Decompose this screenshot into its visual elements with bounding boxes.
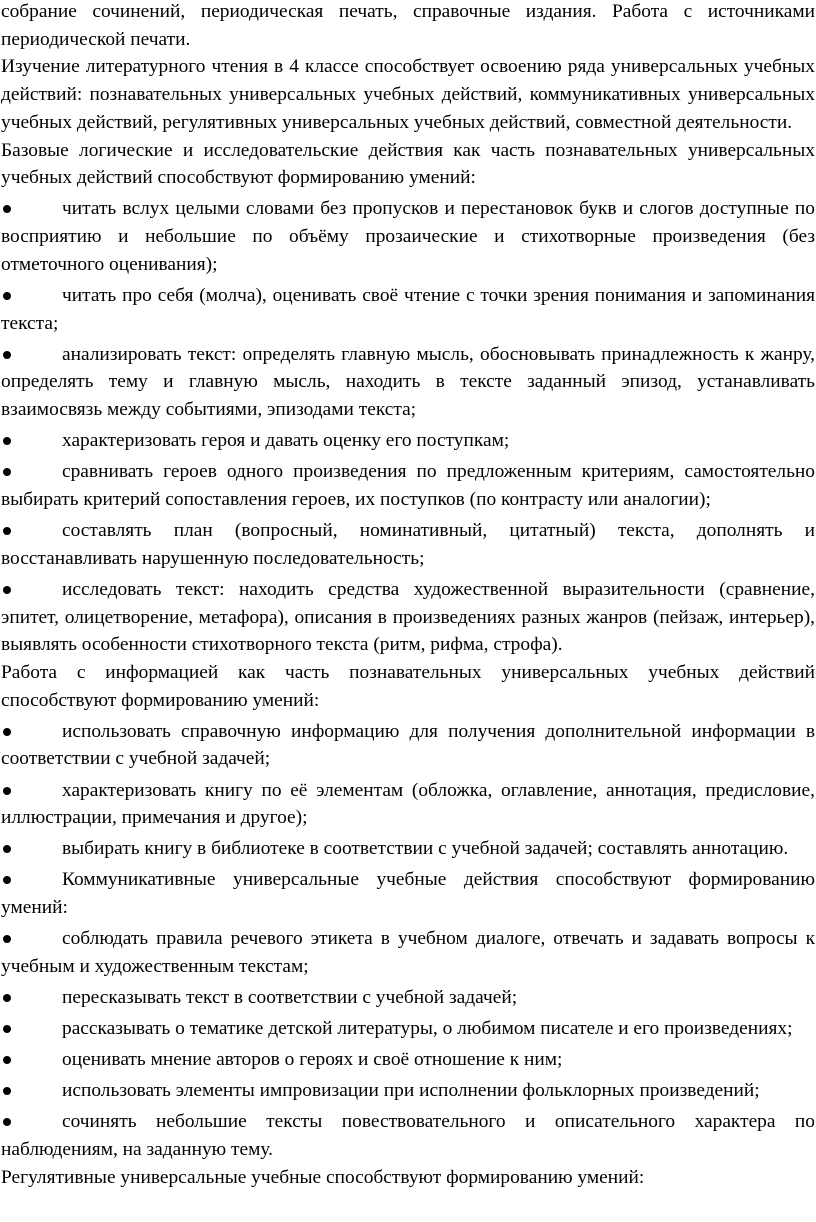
list-item bbox=[1, 517, 815, 572]
list-item-text: сравнивать героев одного произведения по предложенным критериям, самостоятельно выбирать критерий сопоставления героев, их поступков (по контрасту или аналогии); bbox=[1, 461, 815, 510]
list-item bbox=[1, 984, 815, 1012]
list-item bbox=[1, 1046, 815, 1074]
list-item-text: выбирать книгу в библиотеке в соответствии с учебной задачей; составлять аннотацию. bbox=[62, 838, 789, 860]
list-item-text: использовать элементы импровизации при исполнении фольклорных произведений; bbox=[62, 1080, 760, 1102]
list-item bbox=[1, 1108, 815, 1163]
paragraph-logical-actions: Базовые логические и исследовательские действия как часть познавательных универсальных учебных действий способствуют формированию умений: bbox=[1, 139, 815, 189]
list-item bbox=[1, 925, 815, 980]
list-item bbox=[1, 1015, 815, 1043]
list-item-text: сочинять небольшие тексты повествовательного и описательного характера по наблюдениям, на заданную тему. bbox=[1, 1111, 815, 1161]
list-item bbox=[1, 866, 815, 921]
list-item-text: характеризовать книгу по её элементам (обложка, оглавление, аннотация, предисловие, иллюстрации, примечания и другое); bbox=[1, 779, 815, 829]
list-item bbox=[1, 576, 815, 659]
list-item-text: анализировать текст: определять главную мысль, обосновывать принадлежность к жанру, определять тему и главную мысль, находить в тексте заданный эпизод, устанавливать взаимосвязь между событиями, эпизодами текста; bbox=[1, 343, 815, 421]
list-item bbox=[1, 1077, 815, 1105]
list-item-text: оценивать мнение авторов о героях и своё отношение к ним; bbox=[62, 1049, 563, 1071]
list-item-text: исследовать текст: находить средства художественной выразительности (сравнение, эпитет, олицетворение, метафора), описания в произведениях разных жанров (пейзаж, интерьер), выявлять особенности стихотворного текста (ритм, рифма, строфа). bbox=[1, 578, 815, 656]
paragraph-sources: собрание сочинений, периодическая печать, справочные издания. Работа с источниками периодической печати. bbox=[1, 1, 815, 50]
list-item-text: рассказывать о тематике детской литературы, о любимом писателе и его произведениях; bbox=[62, 1018, 793, 1040]
list-item bbox=[1, 777, 815, 832]
list-item bbox=[1, 718, 815, 773]
list-item-text: читать вслух целыми словами без пропусков и перестановок букв и слогов доступные по восприятию и небольшие по объёму прозаические и стихотворные произведения (без отметочного оценивания); bbox=[1, 198, 815, 275]
paragraph-information-work: Работа с информацией как часть познавательных универсальных учебных действий способствуют формированию умений: bbox=[1, 661, 815, 711]
paragraph-regulatory: Регулятивные универсальные учебные способствуют формированию умений: bbox=[1, 1166, 645, 1188]
list-item-text: использовать справочную информацию для получения дополнительной информации в соответствии с учебной задачей; bbox=[1, 720, 815, 770]
list-item bbox=[1, 427, 815, 455]
list-item bbox=[1, 341, 815, 424]
list-item bbox=[1, 458, 815, 513]
list-item-text: Коммуникативные универсальные учебные действия способствуют формированию умений: bbox=[1, 869, 815, 919]
list-item bbox=[1, 282, 815, 337]
list-item bbox=[1, 835, 815, 863]
list-item bbox=[1, 195, 815, 278]
list-item-text: соблюдать правила речевого этикета в учебном диалоге, отвечать и задавать вопросы к учебным и художественным текстам; bbox=[1, 928, 815, 977]
list-item-text: пересказывать текст в соответствии с учебной задачей; bbox=[62, 986, 518, 1008]
paragraph-intro: Изучение литературного чтения в 4 классе способствует освоению ряда универсальных учебных действий: познавательных универсальных учебных действий, коммуникативных универсальных учебных действий, регулятивных универсальных учебных действий, совместной деятельности. bbox=[1, 56, 815, 133]
list-item-text: составлять план (вопросный, номинативный, цитатный) текста, дополнять и восстанавливать нарушенную последовательность; bbox=[1, 520, 815, 569]
list-item-text: характеризовать героя и давать оценку его поступкам; bbox=[62, 430, 510, 452]
list-item-text: читать про себя (молча), оценивать своё чтение с точки зрения понимания и запоминания текста; bbox=[1, 284, 815, 334]
